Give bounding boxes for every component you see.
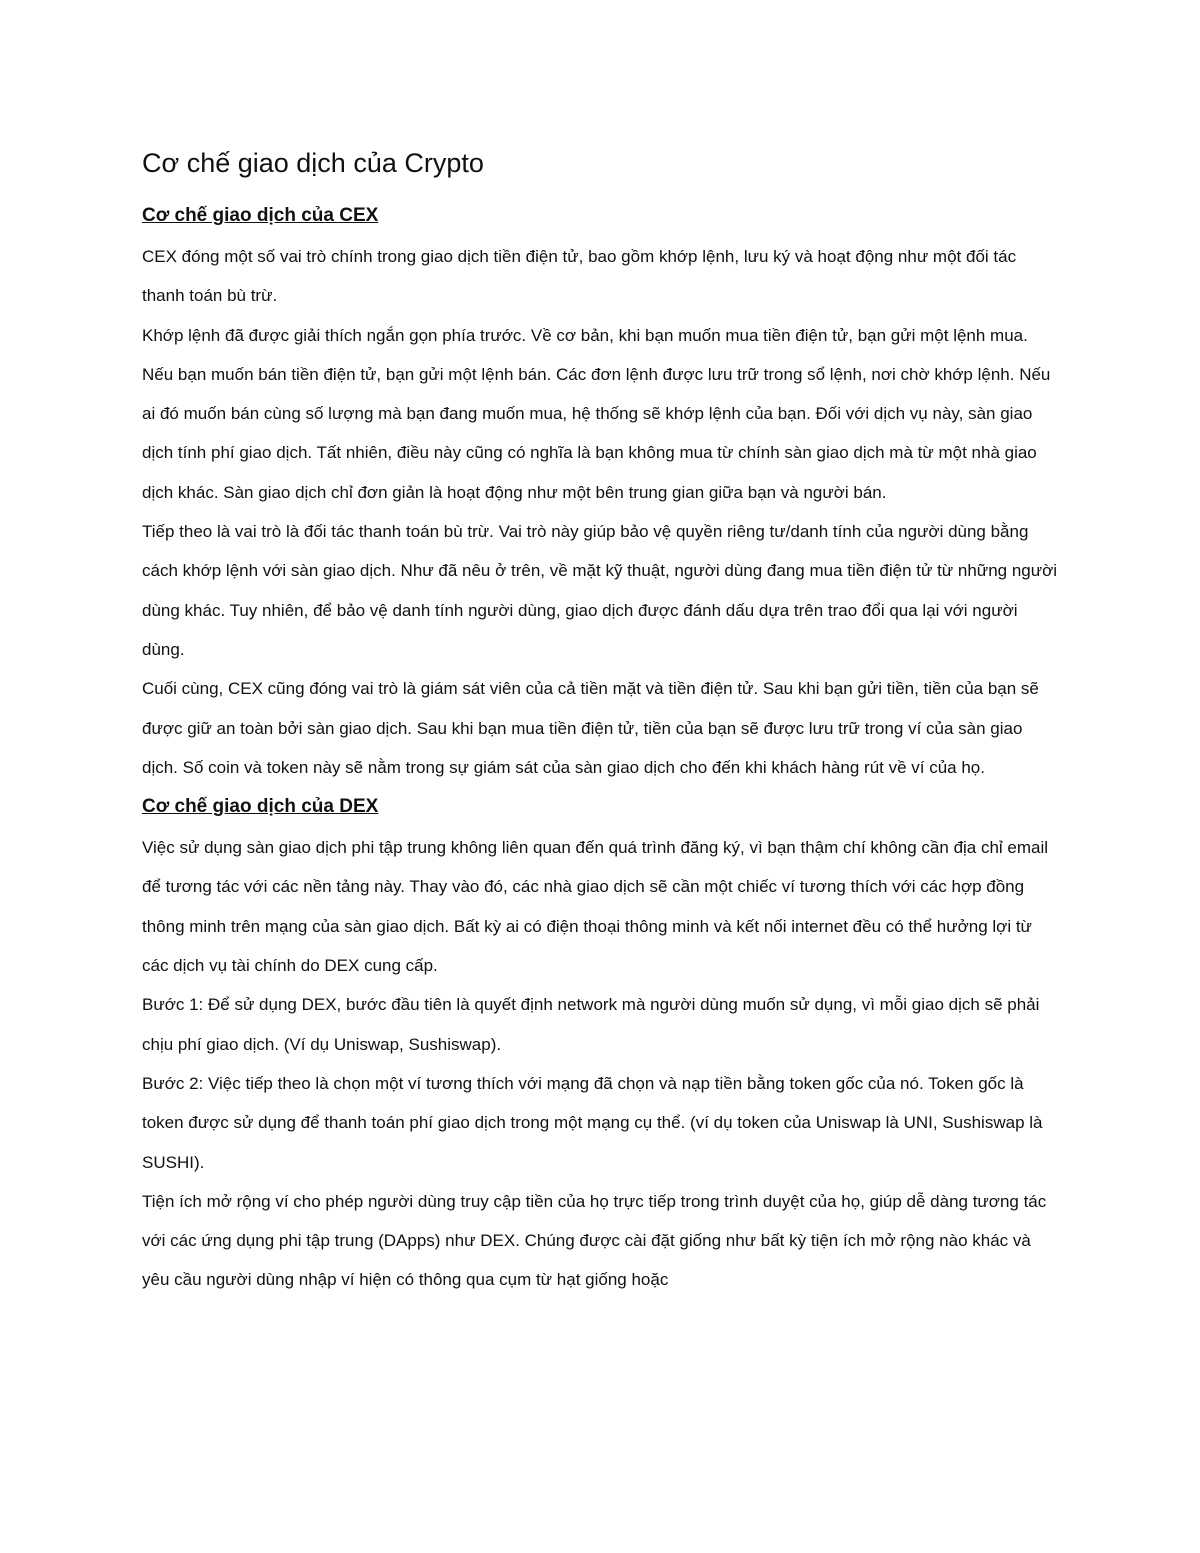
paragraph: Khớp lệnh đã được giải thích ngắn gọn phía trước. Về cơ bản, khi bạn muốn mua tiền điện tử, bạn gửi một lệnh mua. Nếu bạn muốn bán tiền điện tử, bạn gửi một lệnh bán. Các đơn lệnh được lưu trữ trong sổ lệnh, nơi chờ khớp lệnh. Nếu ai đó muốn bán cùng số lượng mà bạn đang muốn mua, hệ thống sẽ khớp lệnh của bạn. Đối với dịch vụ này, sàn giao dịch tính phí giao dịch. Tất nhiên, điều này cũng có nghĩa là bạn không mua từ chính sàn giao dịch mà từ một nhà giao dịch khác. Sàn giao dịch chỉ đơn giản là hoạt động như một bên trung gian giữa bạn và người bán. (142, 325, 1051, 502)
section-cex (142, 196, 1062, 787)
paragraph: Cuối cùng, CEX cũng đóng vai trò là giám sát viên của cả tiền mặt và tiền điện tử. Sau khi bạn gửi tiền, tiền của bạn sẽ được giữ an toàn bởi sàn giao dịch. Sau khi bạn mua tiền điện tử, tiền của bạn sẽ được lưu trữ trong ví của sàn giao dịch. Số coin và token này sẽ nằm trong sự giám sát của sàn giao dịch cho đến khi khách hàng rút về ví của họ. (142, 679, 1039, 777)
paragraph: Tiện ích mở rộng ví cho phép người dùng truy cập tiền của họ trực tiếp trong trình duyệt của họ, giúp dễ dàng tương tác với các ứng dụng phi tập trung (DApps) như DEX. Chúng được cài đặt giống như bất kỳ tiện ích mở rộng nào khác và yêu cầu người dùng nhập ví hiện có thông qua cụm từ hạt giống hoặc (142, 1191, 1047, 1290)
paragraph: CEX đóng một số vai trò chính trong giao dịch tiền điện tử, bao gồm khớp lệnh, lưu ký và hoạt động như một đối tác thanh toán bù trừ. (142, 247, 1017, 306)
paragraph: Bước 2: Việc tiếp theo là chọn một ví tương thích với mạng đã chọn và nạp tiền bằng token gốc của nó. Token gốc là token được sử dụng để thanh toán phí giao dịch trong một mạng cụ thể. (ví dụ token của Uniswap là UNI, Sushiswap là SUSHI). (142, 1073, 1043, 1172)
document-body (142, 140, 1062, 1300)
document-title: Cơ chế giao dịch của Crypto (142, 148, 484, 178)
paragraph: Việc sử dụng sàn giao dịch phi tập trung không liên quan đến quá trình đăng ký, vì bạn thậm chí không cần địa chỉ email để tương tác với các nền tảng này. Thay vào đó, các nhà giao dịch sẽ cần một chiếc ví tương thích với các hợp đồng thông minh trên mạng của sàn giao dịch. Bất kỳ ai có điện thoại thông minh và kết nối internet đều có thể hưởng lợi từ các dịch vụ tài chính do DEX cung cấp. (142, 838, 1049, 976)
section-heading-cex: Cơ chế giao dịch của CEX (142, 205, 379, 226)
paragraph: Bước 1: Để sử dụng DEX, bước đầu tiên là quyết định network mà người dùng muốn sử dụng, vì mỗi giao dịch sẽ phải chịu phí giao dịch. (Ví dụ Uniswap, Sushiswap). (142, 995, 1040, 1054)
paragraph: Tiếp theo là vai trò là đối tác thanh toán bù trừ. Vai trò này giúp bảo vệ quyền riêng tư/danh tính của người dùng bằng cách khớp lệnh với sàn giao dịch. Như đã nêu ở trên, về mặt kỹ thuật, người dùng đang mua tiền điện tử từ những người dùng khác. Tuy nhiên, để bảo vệ danh tính người dùng, giao dịch được đánh dấu dựa trên trao đổi qua lại với người dùng. (142, 522, 1058, 659)
section-dex (142, 787, 1062, 1300)
section-heading-dex: Cơ chế giao dịch của DEX (142, 796, 379, 818)
